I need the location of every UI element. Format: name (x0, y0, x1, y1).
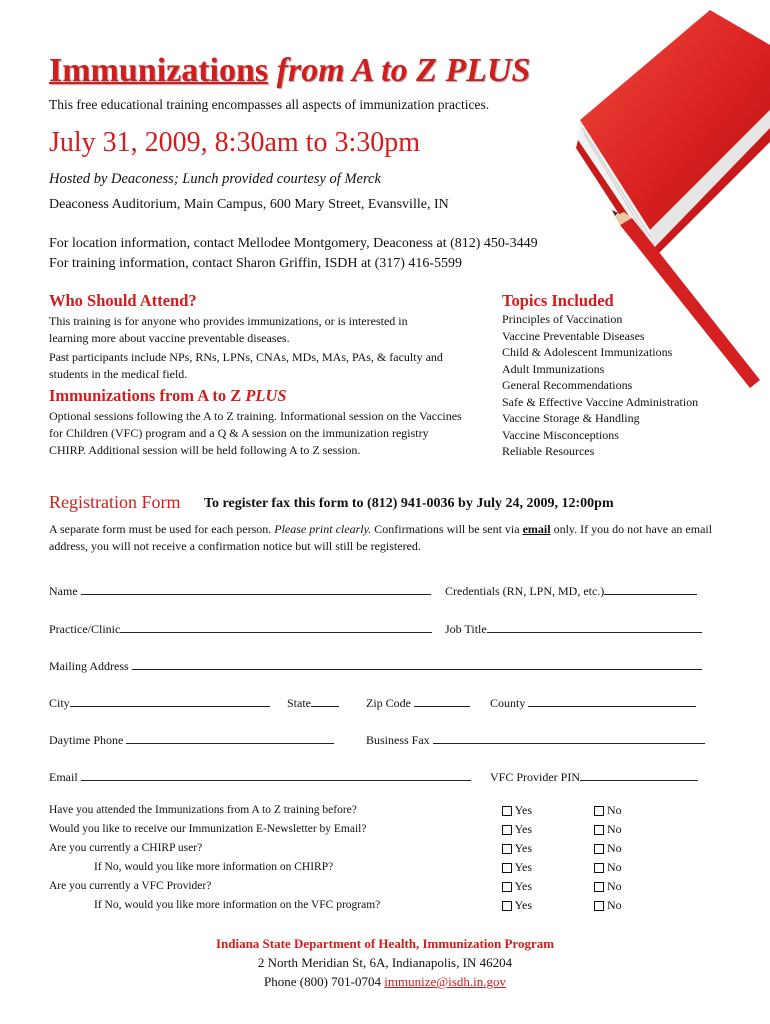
checkbox-icon[interactable] (594, 863, 604, 873)
topic-item: Vaccine Preventable Diseases (502, 328, 645, 343)
no-option[interactable]: No (594, 841, 622, 860)
location-contact: For location information, contact Mellodee Montgomery, Deaconess at (812) 450-3449 (49, 236, 538, 251)
plus-paragraph: Optional sessions following the A to Z training. Informational session on the Vaccines for Children (VFC) program and a Q & A session on the immunization registry CHIRP. Additional session will be held following A to Z session. (49, 409, 462, 457)
daytime-phone-label: Daytime Phone (49, 733, 124, 747)
checkbox-icon[interactable] (502, 901, 512, 911)
venue-line: Deaconess Auditorium, Main Campus, 600 Mary Street, Evansville, IN (49, 197, 449, 212)
footer-phone: Phone (800) 701-0704 (264, 974, 381, 989)
city-label: City (49, 696, 70, 710)
topic-item: Adult Immunizations (502, 361, 605, 376)
who-paragraph-2: Past participants include NPs, RNs, LPNs, CNAs, MDs, MAs, PAs, & faculty and students in the medical field. (49, 350, 443, 381)
checkbox-icon[interactable] (502, 882, 512, 892)
yes-options (502, 803, 532, 917)
daytime-phone-field[interactable] (49, 732, 334, 748)
yes-option[interactable]: Yes (502, 879, 532, 898)
topic-item: Vaccine Misconceptions (502, 427, 619, 442)
yes-option[interactable]: Yes (502, 803, 532, 822)
checkbox-icon[interactable] (502, 825, 512, 835)
registration-note: A separate form must be used for each person. Please print clearly. Confirmations will be sent via email only. If you do not have an email (49, 522, 713, 536)
footer-email-link[interactable]: immunize@isdh.in.gov (384, 974, 506, 989)
no-option[interactable]: No (594, 822, 622, 841)
topic-item: Safe & Effective Vaccine Administration (502, 394, 699, 409)
registration-title: Registration Form (49, 492, 181, 512)
host-line: Hosted by Deaconess; Lunch provided courtesy of Merck (49, 171, 381, 187)
no-option[interactable]: No (594, 879, 622, 898)
practice-field[interactable] (49, 621, 432, 637)
question-attended: Have you attended the Immunizations from A to Z training before? (49, 804, 357, 816)
mailing-address-field[interactable] (49, 658, 702, 674)
city-field[interactable] (49, 695, 270, 711)
checkbox-icon[interactable] (502, 844, 512, 854)
yes-option[interactable]: Yes (502, 898, 532, 917)
who-paragraph-1: This training is for anyone who provides immunizations, or is interested in learning more about vaccine preventable diseases. (49, 314, 408, 345)
yes-option[interactable]: Yes (502, 822, 532, 841)
checkbox-icon[interactable] (502, 863, 512, 873)
question-chirp-user: Are you currently a CHIRP user? (49, 842, 203, 854)
training-contact: For training information, contact Sharon Griffin, ISDH at (317) 416-5599 (49, 256, 463, 271)
email-field[interactable] (49, 769, 471, 785)
footer-address: 2 North Meridian St, 6A, Indianapolis, IN 46204 (257, 955, 513, 970)
name-field[interactable] (49, 583, 431, 599)
event-date: July 31, 2009, 8:30am to 3:30pm (49, 127, 420, 158)
registration-instruction: To register fax this form to (812) 941-0036 by July 24, 2009, 12:00pm (204, 496, 614, 511)
yes-option[interactable]: Yes (502, 860, 532, 879)
state-label: State (287, 696, 311, 710)
credentials-label: Credentials (RN, LPN, MD, etc.) (445, 584, 605, 598)
vfc-pin-label: VFC Provider PIN (490, 770, 581, 784)
vfc-pin-field[interactable] (490, 769, 698, 785)
checkbox-icon[interactable] (594, 901, 604, 911)
footer-organization: Indiana State Department of Health, Immunization Program (215, 936, 555, 951)
question-chirp-info: If No, would you like more information on CHIRP? (94, 861, 334, 873)
business-fax-field[interactable] (366, 732, 705, 748)
topics-heading: Topics Included (502, 291, 614, 310)
business-fax-label: Business Fax (366, 733, 430, 747)
checkbox-icon[interactable] (594, 844, 604, 854)
subtitle: This free educational training encompasses all aspects of immunization practices. (49, 97, 490, 112)
state-field[interactable] (287, 695, 339, 711)
checkbox-icon[interactable] (594, 825, 604, 835)
no-options (594, 803, 622, 917)
no-option[interactable]: No (594, 860, 622, 879)
who-heading: Who Should Attend? (49, 291, 197, 310)
job-title-label: Job Title (445, 622, 487, 636)
email-label: Email (49, 770, 78, 784)
topic-item: Vaccine Storage & Handling (502, 411, 640, 425)
job-title-field[interactable] (445, 621, 702, 637)
topic-item: Reliable Resources (502, 444, 595, 458)
no-option[interactable]: No (594, 898, 622, 917)
question-newsletter: Would you like to receive our Immunization E-Newsletter by Email? (49, 823, 367, 835)
county-field[interactable] (490, 695, 696, 711)
county-label: County (490, 696, 526, 710)
mailing-address-label: Mailing Address (49, 659, 129, 673)
checkbox-icon[interactable] (594, 806, 604, 816)
topic-item: Child & Adolescent Immunizations (502, 345, 673, 359)
topics-list (502, 311, 698, 460)
name-label: Name (49, 584, 78, 598)
checkbox-icon[interactable] (502, 806, 512, 816)
credentials-field[interactable] (445, 583, 697, 599)
registration-note-line2: address, you will not receive a confirmation notice but will still be registered. (49, 539, 421, 553)
yes-option[interactable]: Yes (502, 841, 532, 860)
question-vfc-provider: Are you currently a VFC Provider? (49, 880, 212, 892)
zip-label: Zip Code (366, 696, 411, 710)
plus-heading: Immunizations from A to Z PLUS (49, 386, 287, 405)
question-vfc-info: If No, would you like more information on the VFC program? (94, 899, 381, 911)
footer-contact (0, 974, 770, 990)
topic-item: General Recommendations (502, 378, 633, 392)
no-option[interactable]: No (594, 803, 622, 822)
practice-label: Practice/Clinic (49, 622, 121, 636)
page-title: Immunizations from A to Z PLUS (49, 52, 531, 89)
zip-field[interactable] (366, 695, 470, 711)
checkbox-icon[interactable] (594, 882, 604, 892)
topic-item: Principles of Vaccination (502, 312, 623, 326)
